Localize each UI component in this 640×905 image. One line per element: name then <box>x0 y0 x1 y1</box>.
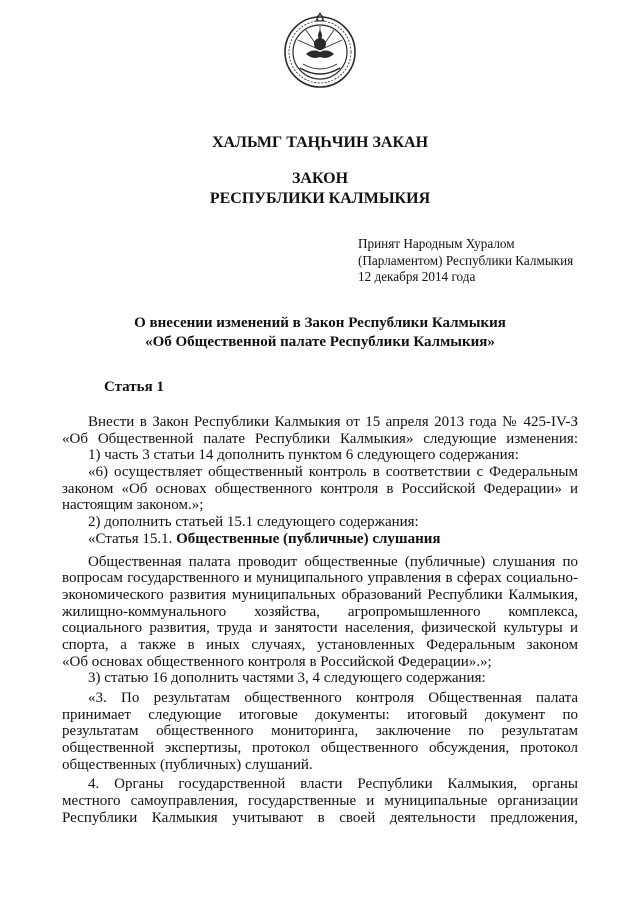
article-body <box>62 414 578 827</box>
law-label: ЗАКОН <box>291 170 349 187</box>
text-line: 1) часть 3 статьи 14 дополнить пунктом 6 следующего содержания: <box>88 447 519 464</box>
text-line: настоящим законом.»; <box>62 497 204 514</box>
text-line: Внести в Закон Республики Калмыкия от 15 апреля 2013 года № 425-IV-З <box>88 414 578 430</box>
text-line: 4. Органы государственной власти Республики Калмыкия, органы <box>88 776 578 793</box>
document-title-line: «Об Общественной палате Республики Калмыкия» <box>145 334 495 350</box>
adoption-line: (Парламентом) Республики Калмыкия <box>358 252 574 268</box>
text-line: общественной экспертизы, протокол общественного обсуждения, протокол <box>62 740 578 757</box>
text-line: Республики Калмыкия учитывают в своей деятельности предложения, <box>62 809 578 826</box>
text-line: вопросам государственного и муниципального управления в сферах социально- <box>62 570 578 587</box>
article-15-1-title: Общественные (публичные) слушания <box>176 530 441 547</box>
text-line: социального развития, труда и занятости населения, физической культуры и <box>62 620 578 637</box>
kalmyk-law-title: ХАЛЬМГ ТАҢҺЧИН ЗАКАН <box>211 134 429 151</box>
republic-label: РЕСПУБЛИКИ КАЛМЫКИЯ <box>209 190 431 207</box>
text-line: принимает следующие итоговые документы: итоговый документ по <box>62 706 578 723</box>
text-line: «3. По результатам общественного контроля Общественная палата <box>88 690 578 706</box>
text-line: результатам общественного мониторинга, заключение по результатам <box>62 723 578 740</box>
text-line: «Об основах общественного контроля в Российской Федерации».»; <box>62 653 492 670</box>
text-line: общественных (публичных) слушаний. <box>62 756 313 773</box>
article-15-1-prefix: «Статья 15.1. <box>88 530 177 547</box>
text-line: 2) дополнить статьей 15.1 следующего содержания: <box>88 514 419 531</box>
text-line: 3) статью 16 дополнить частями 3, 4 следующего содержания: <box>88 670 486 687</box>
text-line: жилищно-коммунального хозяйства, агропромышленного комплекса, <box>62 603 578 620</box>
text-line: Общественная палата проводит общественные (публичные) слушания по <box>88 553 578 570</box>
kalmykia-emblem-icon <box>280 8 360 90</box>
document-title-line: О внесении изменений в Закон Республики Калмыкия <box>134 315 506 331</box>
text-line: спорта, а также в иных случаях, установленных Федеральным законом <box>62 636 578 653</box>
text-line: «6) осуществляет общественный контроль в соответствии с Федеральным <box>88 464 578 481</box>
adoption-line: Принят Народным Хуралом <box>358 236 515 251</box>
adoption-block <box>358 236 628 286</box>
text-line: «Об Общественной палате Республики Калмыкия» следующие изменения: <box>62 430 578 447</box>
text-line: экономического развития муниципальных образований Республики Калмыкия, <box>62 586 578 603</box>
text-line <box>62 531 578 548</box>
article-heading: Статья 1 <box>104 379 164 395</box>
text-line: законом «Об основах общественного контроля в Российской Федерации» и <box>62 480 578 497</box>
text-line: местного самоуправления, государственные и муниципальные организации <box>62 793 578 810</box>
adoption-date: 12 декабря 2014 года <box>358 269 476 284</box>
